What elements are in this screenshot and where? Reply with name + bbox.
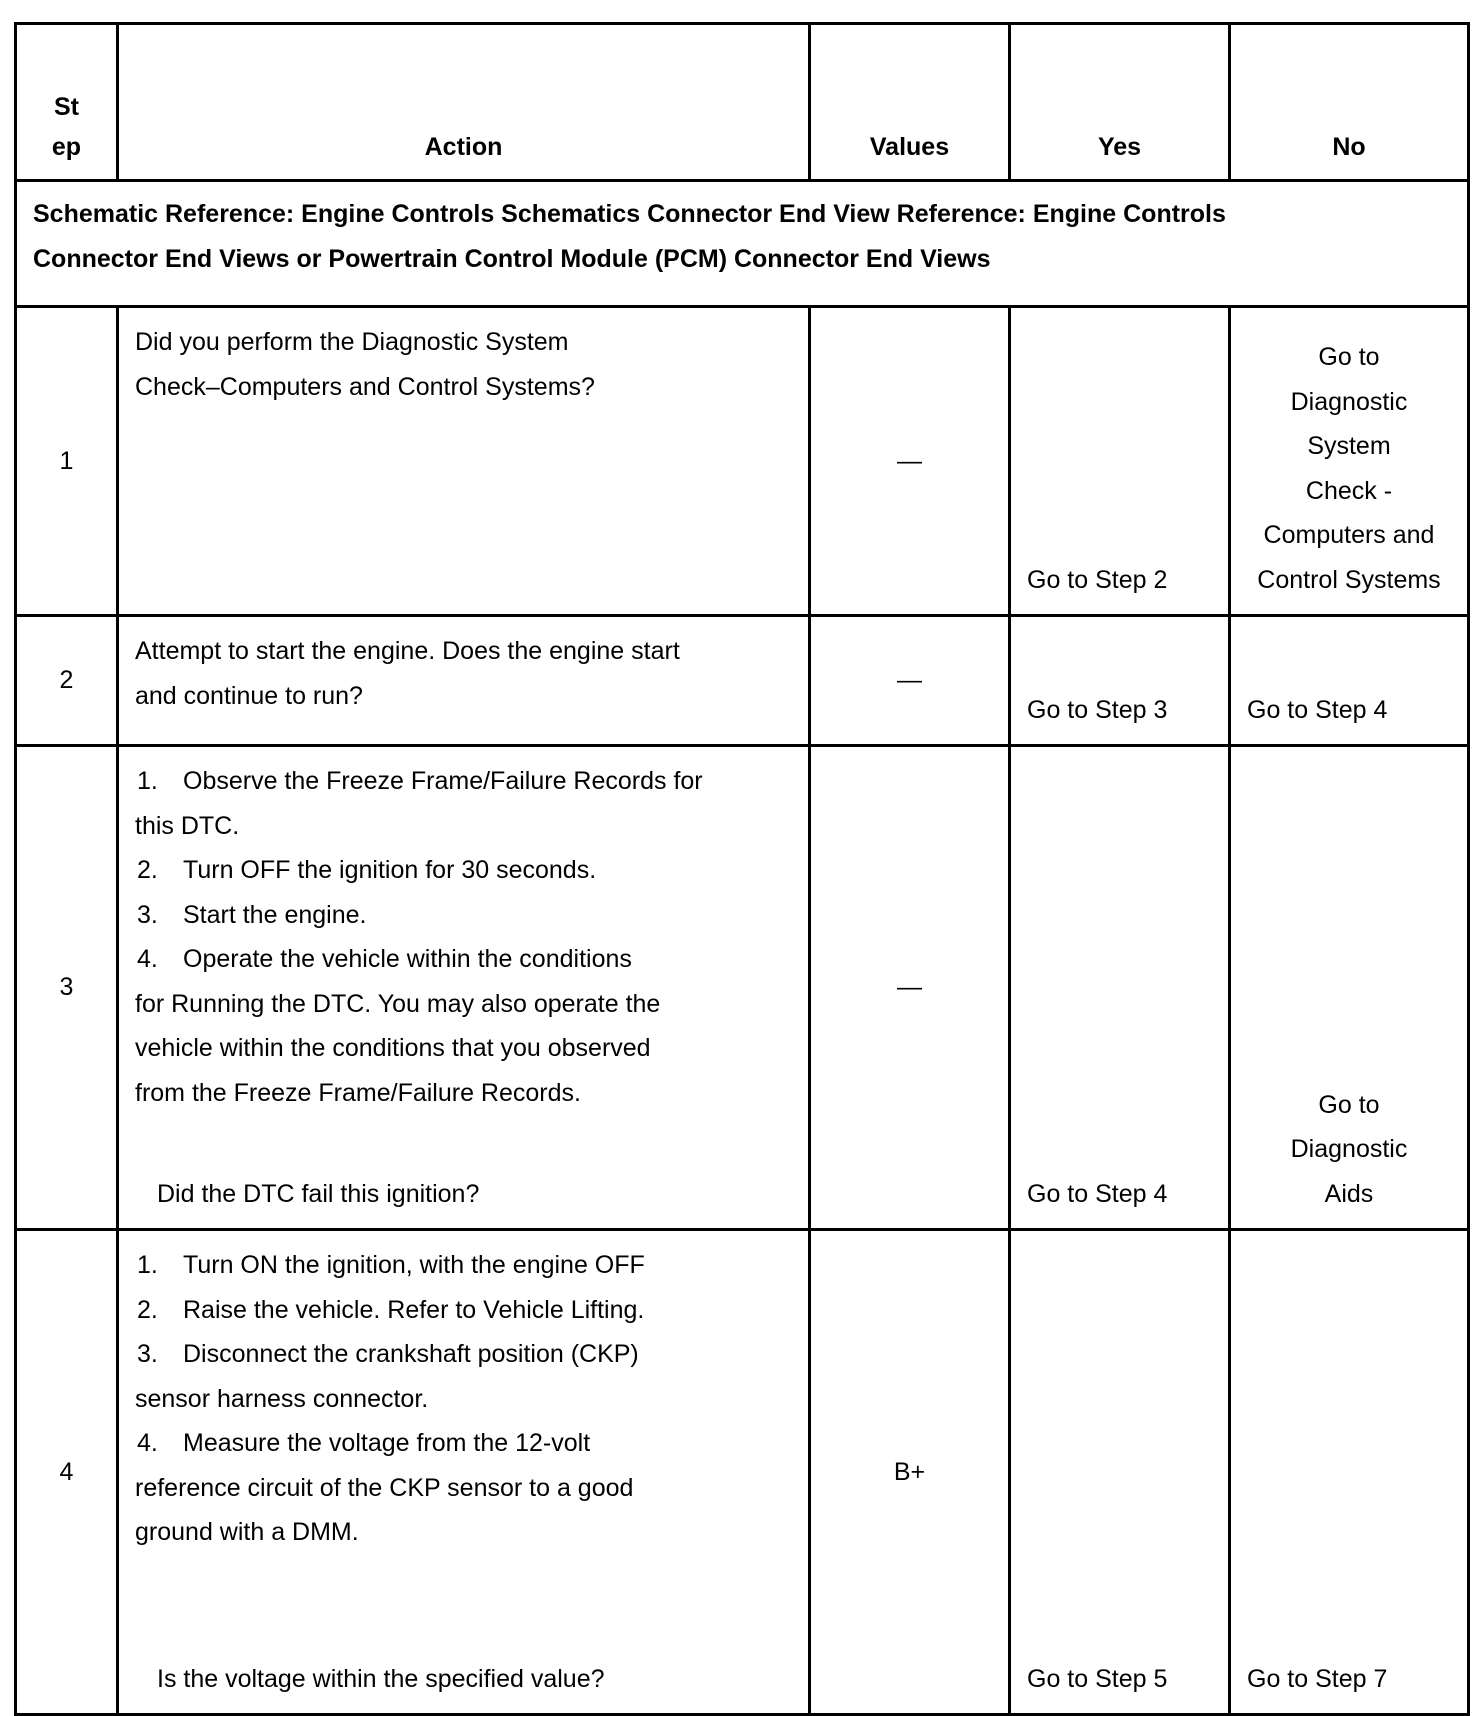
values-cell: B+ [810,1230,1010,1715]
step-number: 4 [16,1230,118,1715]
action-cell: Did you perform the Diagnostic System Check–Computers and Control Systems? [118,307,810,616]
yes-cell: Go to Step 5 [1010,1230,1230,1715]
reference-row [16,181,1469,307]
yes-cell: Go to Step 4 [1010,746,1230,1230]
no-cell: Go to Diagnostic Aids [1230,746,1469,1230]
action-cell: Attempt to start the engine. Does the engine start and continue to run? [118,616,810,746]
step-number: 3 [16,746,118,1230]
diagnostic-table [14,22,1470,1716]
table-row [16,616,1469,746]
question-text: Did the DTC fail this ignition? [157,1179,480,1208]
question-text: Is the voltage within the specified value? [157,1664,605,1693]
no-cell: Go to Step 7 [1230,1230,1469,1715]
step-number: 2 [16,616,118,746]
action-cell: 1. Observe the Freeze Frame/Failure Records for this DTC. 2. Turn OFF the ignition for 30 seconds. 3. Start the engine. 4. Operate the vehicle within the conditions for Running the DTC. You may also operate the vehicle within the conditions that you observed from the Freeze Frame/Failure Records. Did the DTC fail this ignition? [118,746,810,1230]
values-cell: — [810,307,1010,616]
no-cell: Go to Diagnostic System Check - Computers and Control Systems [1230,307,1469,616]
table-row [16,307,1469,616]
values-cell: — [810,746,1010,1230]
header-values: Values [810,24,1010,181]
action-cell: 1. Turn ON the ignition, with the engine OFF 2. Raise the vehicle. Refer to Vehicle Lifting. 3. Disconnect the crankshaft position (CKP) sensor harness connector. 4. Measure the voltage from the 12-volt reference circuit of the CKP sensor to a good ground with a DMM. Is the voltage within the specified value? [118,1230,810,1715]
step-number: 1 [16,307,118,616]
header-row [16,24,1469,181]
values-cell: — [810,616,1010,746]
header-step: St ep [16,24,118,181]
schematic-reference: Schematic Reference: Engine Controls Schematics Connector End View Reference: Engine Controls Connector End Views or Powertrain Control Module (PCM) Connector End Views [16,181,1469,307]
yes-cell: Go to Step 2 [1010,307,1230,616]
table-row [16,746,1469,1230]
no-cell: Go to Step 4 [1230,616,1469,746]
table-row [16,1230,1469,1715]
yes-cell: Go to Step 3 [1010,616,1230,746]
header-yes: Yes [1010,24,1230,181]
header-no: No [1230,24,1469,181]
header-action: Action [118,24,810,181]
